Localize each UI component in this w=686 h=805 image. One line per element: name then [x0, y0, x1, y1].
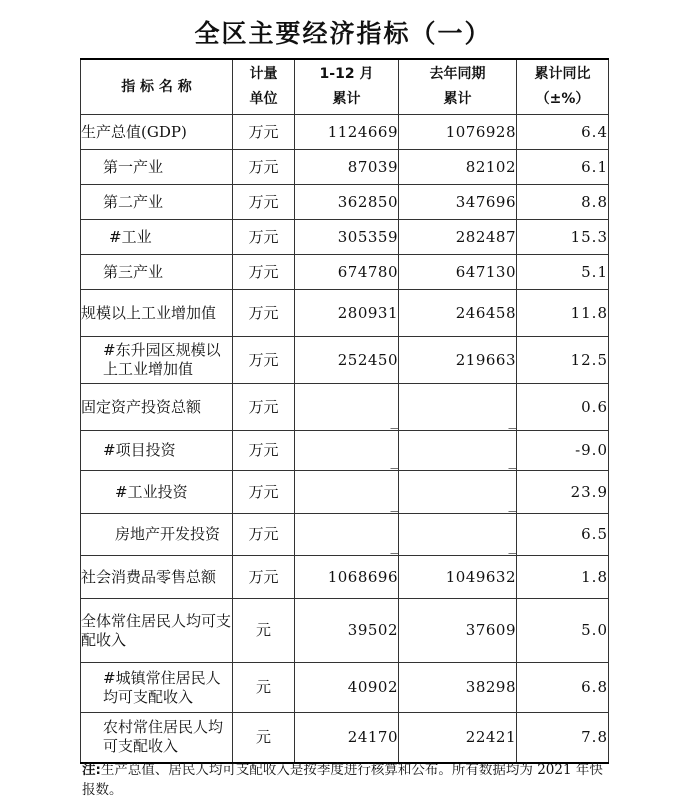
row-current: 362850: [295, 185, 399, 220]
row-name: #项目投资: [81, 431, 233, 471]
row-growth: 6.4: [517, 115, 609, 150]
row-unit: 万元: [233, 514, 295, 556]
row-unit: 万元: [233, 290, 295, 337]
table-row: [81, 384, 609, 431]
table-row: [81, 514, 609, 556]
row-growth: 5.0: [517, 599, 609, 663]
row-current: 252450: [295, 337, 399, 384]
row-name: 农村常住居民人均可支配收入: [81, 713, 233, 763]
row-unit: 万元: [233, 471, 295, 514]
row-name: #城镇常住居民人均可支配收入: [81, 663, 233, 713]
row-unit: 万元: [233, 150, 295, 185]
row-current: 24170: [295, 713, 399, 763]
row-prior: _: [399, 514, 517, 556]
row-prior: _: [399, 431, 517, 471]
table-row: [81, 663, 609, 713]
row-unit: 万元: [233, 220, 295, 255]
row-current: _: [295, 471, 399, 514]
row-prior: 647130: [399, 255, 517, 290]
row-growth: 6.8: [517, 663, 609, 713]
row-name: #东升园区规模以上工业增加值: [81, 337, 233, 384]
table-row: [81, 556, 609, 599]
row-name: 第三产业: [81, 255, 233, 290]
row-prior: 219663: [399, 337, 517, 384]
row-growth: 0.6: [517, 384, 609, 431]
row-unit: 万元: [233, 556, 295, 599]
row-prior: 38298: [399, 663, 517, 713]
table-row: [81, 599, 609, 663]
row-current: 1068696: [295, 556, 399, 599]
row-prior: 246458: [399, 290, 517, 337]
row-name: 房地产开发投资: [81, 514, 233, 556]
footnote-label: 注:: [82, 762, 101, 778]
row-unit: 万元: [233, 255, 295, 290]
row-current: 674780: [295, 255, 399, 290]
table-row: [81, 150, 609, 185]
table-row: [81, 185, 609, 220]
row-prior: 1049632: [399, 556, 517, 599]
row-growth: -9.0: [517, 431, 609, 471]
row-unit: 元: [233, 713, 295, 763]
row-prior: 1076928: [399, 115, 517, 150]
row-unit: 万元: [233, 115, 295, 150]
row-current: 305359: [295, 220, 399, 255]
header-name: 指 标 名 称: [81, 59, 233, 115]
page-title: 全区主要经济指标（一）: [194, 19, 492, 48]
header-current: 1-12 月 累计: [295, 59, 399, 115]
row-growth: 23.9: [517, 471, 609, 514]
row-prior: 22421: [399, 713, 517, 763]
row-current: 280931: [295, 290, 399, 337]
row-name: 社会消费品零售总额: [81, 556, 233, 599]
row-prior: _: [399, 471, 517, 514]
header-prior: 去年同期 累计: [399, 59, 517, 115]
row-name: 第一产业: [81, 150, 233, 185]
header-growth: 累计同比 （±%）: [517, 59, 609, 115]
table-row: [81, 431, 609, 471]
row-growth: 1.8: [517, 556, 609, 599]
footnote-text: 生产总值、居民人均可支配收入是按季度进行核算和公布。所有数据均为 2021 年快报数。: [82, 762, 603, 798]
row-unit: 万元: [233, 337, 295, 384]
row-current: 40902: [295, 663, 399, 713]
table-row: [81, 255, 609, 290]
row-growth: 6.5: [517, 514, 609, 556]
row-name: #工业投资: [81, 471, 233, 514]
row-growth: 7.8: [517, 713, 609, 763]
row-growth: 8.8: [517, 185, 609, 220]
footnote: [82, 760, 612, 800]
row-name: 第二产业: [81, 185, 233, 220]
row-unit: 万元: [233, 185, 295, 220]
indicators-table: [80, 58, 609, 764]
table-row: [81, 713, 609, 763]
table-row: [81, 220, 609, 255]
row-current: 87039: [295, 150, 399, 185]
row-prior: 282487: [399, 220, 517, 255]
row-prior: _: [399, 384, 517, 431]
row-growth: 6.1: [517, 150, 609, 185]
row-current: _: [295, 514, 399, 556]
table-row: [81, 290, 609, 337]
row-name: 生产总值(GDP): [81, 115, 233, 150]
row-prior: 37609: [399, 599, 517, 663]
row-name: 规模以上工业增加值: [81, 290, 233, 337]
table-row: [81, 337, 609, 384]
row-name: 全体常住居民人均可支配收入: [81, 599, 233, 663]
row-unit: 元: [233, 663, 295, 713]
row-prior: 82102: [399, 150, 517, 185]
header-unit: 计量 单位: [233, 59, 295, 115]
row-name: #工业: [81, 220, 233, 255]
row-name: 固定资产投资总额: [81, 384, 233, 431]
table-row: [81, 115, 609, 150]
row-current: 39502: [295, 599, 399, 663]
row-current: 1124669: [295, 115, 399, 150]
row-current: _: [295, 431, 399, 471]
row-growth: 15.3: [517, 220, 609, 255]
row-current: _: [295, 384, 399, 431]
row-unit: 元: [233, 599, 295, 663]
row-unit: 万元: [233, 431, 295, 471]
row-growth: 5.1: [517, 255, 609, 290]
table-row: [81, 471, 609, 514]
row-prior: 347696: [399, 185, 517, 220]
row-growth: 12.5: [517, 337, 609, 384]
table-header-row: [81, 59, 609, 115]
row-unit: 万元: [233, 384, 295, 431]
row-growth: 11.8: [517, 290, 609, 337]
